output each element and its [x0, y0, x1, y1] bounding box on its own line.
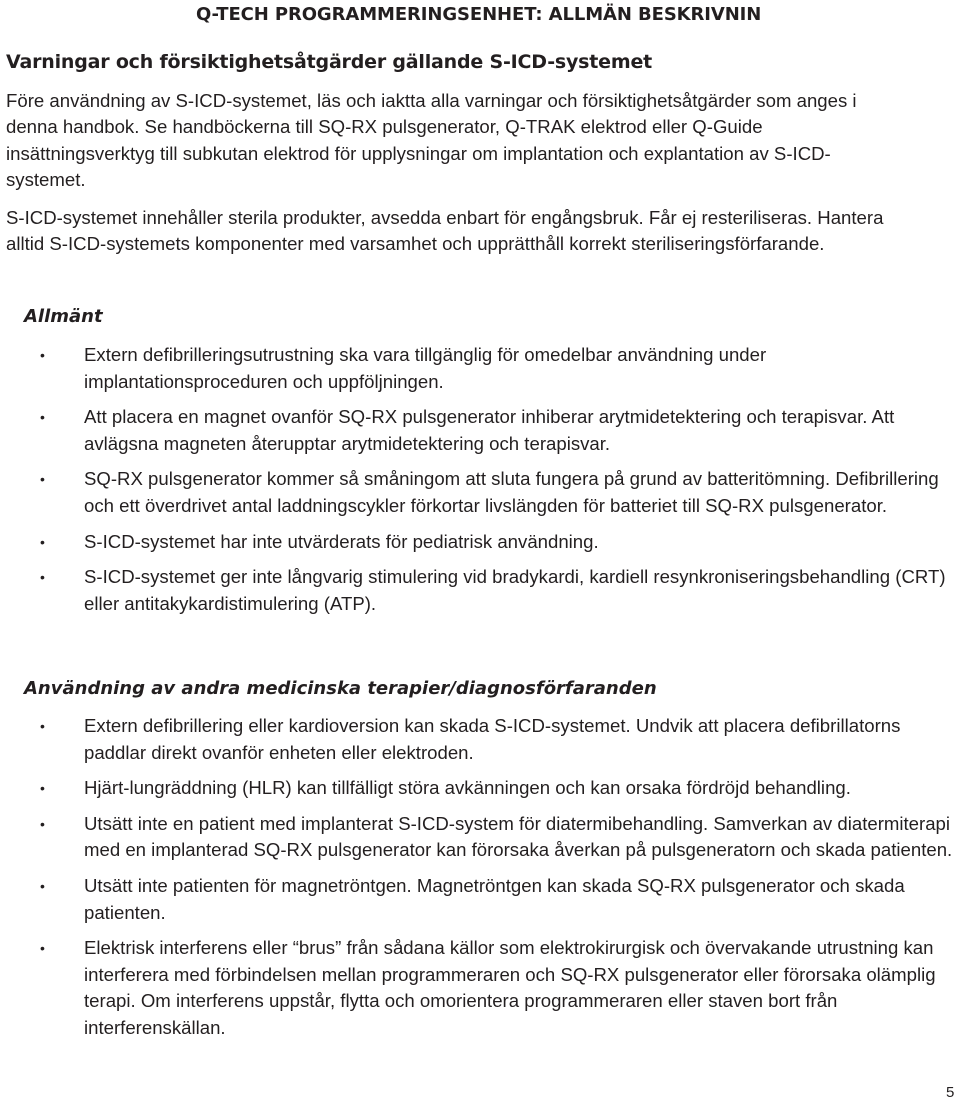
list-item [0, 775, 960, 802]
list-item-text: Hjärt-lungräddning (HLR) kan tillfälligt störa avkänningen och kan orsaka fördröjd behandling. [84, 777, 851, 799]
general-heading: Allmänt [24, 306, 103, 327]
list-item-text: SQ-RX pulsgenerator kommer så småningom att sluta fungera på grund av batteritömning. Defibrillering och ett överdrivet antal laddningscykler förkortar livslängden för batteriet till SQ-RX pulsgenerator. [84, 468, 939, 516]
list-item [0, 466, 960, 519]
list-item [0, 564, 960, 617]
list-item [0, 529, 960, 556]
other-therapies-list [0, 713, 960, 1042]
list-item [0, 873, 960, 926]
list-item-text: S-ICD-systemet ger inte långvarig stimulering vid bradykardi, kardiell resynkroniseringsbehandling (CRT) eller antitakykardistimulering (ATP). [84, 566, 946, 614]
list-item-text: Utsätt inte patienten för magnetröntgen. Magnetröntgen kan skada SQ-RX pulsgenerator och skada patienten. [84, 874, 905, 923]
intro-paragraph: S-ICD-systemet innehåller sterila produkter, avsedda enbart för engångsbruk. Får ej resteriliseras. Hantera alltid S-ICD-systemets komponenter med varsamhet och upprätthåll korrekt steriliseringsförfarande. [6, 207, 884, 255]
bullet-icon: • [40, 569, 45, 586]
running-header: Q-TECH PROGRAMMERINGSENHET: ALLMÄN BESKRIVNIN [196, 4, 762, 25]
list-item-text: Utsätt inte en patient med implanterat S-ICD-system för diatermibehandling. Samverkan av diatermiterapi med en implanterad SQ-RX pulsgenerator kan förorsaka åverkan på pulsgeneratorn och skada patienten. [84, 812, 953, 861]
list-item [0, 342, 960, 395]
bullet-icon: • [40, 347, 45, 363]
page-number: 5 [946, 1084, 955, 1101]
list-item-text: S-ICD-systemet har inte utvärderats för pediatrisk användning. [84, 530, 599, 552]
bullet-icon: • [40, 815, 45, 832]
general-list [0, 342, 960, 617]
bullet-icon: • [40, 718, 45, 734]
bullet-icon: • [40, 940, 45, 957]
list-item-text: Extern defibrilleringsutrustning ska vara tillgänglig för omedelbar användning under implantationsproceduren och uppföljningen. [84, 344, 767, 392]
list-item [0, 935, 960, 1041]
bullet-icon: • [40, 877, 45, 894]
bullet-icon: • [40, 471, 45, 488]
bullet-icon: • [40, 780, 45, 797]
list-item-text: Elektrisk interferens eller “brus” från sådana källor som elektrokirurgisk och övervakande utrustning kan interferera med förbindelsen mellan programmeraren och SQ-RX pulsgenerator eller förorsaka olämplig terapi. Om interferens uppstår, flytta och omorientera programmeraren eller staven bort från interferenskällan. [84, 937, 936, 1038]
bullet-icon: • [40, 533, 45, 550]
list-item-text: Att placera en magnet ovanför SQ-RX pulsgenerator inhiberar arytmidetektering och terapisvar. Att avlägsna magneten återupptar arytmidetektering och terapisvar. [84, 406, 895, 454]
section-title: Varningar och försiktighetsåtgärder gällande S-ICD-systemet [6, 51, 653, 73]
list-item [0, 404, 960, 457]
list-item [0, 713, 960, 766]
intro-paragraph: Före användning av S-ICD-systemet, läs och iaktta alla varningar och försiktighetsåtgärder som anges i denna handbok. Se handböckerna till SQ-RX pulsgenerator, Q-TRAK elektrod eller Q-Guide insättningsverktyg till subkutan elektrod för upplysningar om implantation och explantation av S-ICD-systemet. [6, 90, 857, 190]
bullet-icon: • [40, 409, 45, 426]
list-item-text: Extern defibrillering eller kardioversion kan skada S-ICD-systemet. Undvik att placera defibrillatorns paddlar direkt ovanför enheten eller elektroden. [84, 715, 901, 763]
list-item [0, 811, 960, 864]
other-therapies-heading: Användning av andra medicinska terapier/diagnosförfaranden [24, 678, 657, 699]
